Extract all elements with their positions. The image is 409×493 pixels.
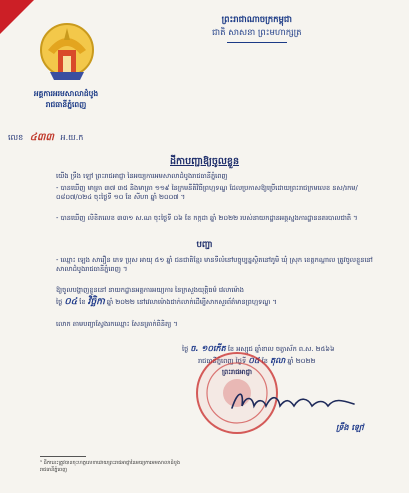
header (212, 14, 302, 43)
summon-date-rest: ឆ្នាំ ២០២២ នៅវេលាម៉ោងជាក់លាក់ដើម្បីសាកសួរព័ត៌មានព្រហ្មទណ្ឌ ។ (106, 298, 277, 306)
handwritten-signature (228, 386, 358, 416)
motto-divider (227, 42, 287, 43)
date-month: តុលា (270, 356, 286, 365)
intro-paragraph: យើង ទ្រឹង ឡៅ ព្រះរាជអាជ្ញា នៃអយ្យការអមសាលាដំបូងរាជធានីភ្នំពេញ (56, 172, 228, 180)
lunar-date-line (182, 344, 402, 354)
order-paragraph: - ឈ្មោះ ឡេង សារឿន ភេទ ប្រុស អាយុ ៥១ ឆ្នាំ ជនជាតិខ្មែរ មានទីលំនៅបច្ចុប្បន្នស្ថិតនៅភូមិ ឃុំ ស្រុក ខេត្តកណ្ដាល ត្រូវចូលខ្លួននៅសាលាដំបូងរាជធានីភ្នំពេញ ។ (56, 256, 373, 274)
date-day: ០៥ (248, 356, 260, 365)
org-line-2: រាជធានីភ្នំពេញ (45, 100, 87, 109)
footnote-divider (40, 456, 86, 457)
document-title: ដីកាបញ្ជាឱ្យចូលខ្លួន (170, 156, 239, 167)
organization-name (6, 88, 126, 110)
summon-day: ០៤ (64, 297, 78, 307)
footnote: ¹ ដីកានេះត្រូវបានចុះហត្ថលេខាដោយព្រះរាជអាជ្ញានៃអយ្យការអមសាលាដំបូងរាជធានីភ្នំពេញ (40, 460, 181, 473)
summon-month-label: ខែ (79, 298, 86, 306)
kingdom-title: ព្រះរាជាណាចក្រកម្ពុជា (221, 15, 292, 25)
lunar-date: ច. ១០កើត (190, 344, 226, 353)
basis-paragraph-2: - បានឃើញ លិខិតលេខ ៣៣១ ស.ណ ចុះថ្ងៃទី ០៦ ខែ កក្កដា ឆ្នាំ ២០២២ របស់នាយកដ្ឋានអគ្គស្នងការដ្ឋាននគរបាលជាតិ ។ (56, 214, 358, 222)
lunar-rest: ខែ អស្សុជ ឆ្នាំខាល ចត្វាស័ក ព.ស. ២៥៦៦ (227, 345, 335, 353)
summon-date-prefix: ថ្ងៃ (56, 298, 63, 306)
summon-month: វិច្ឆិកា (87, 297, 105, 307)
ref-number: ៤៣៣ (29, 132, 54, 143)
closing-paragraph: លោក តាមបញ្ជាស្វែងរកឈ្មោះ សែនគ្រាក់ពិនិត្យ ។ (56, 320, 178, 328)
summon-paragraph: ឱ្យចូលបង្ហាញខ្លួននៅ នាយកដ្ឋានអគ្គការអយ្យការ នៃក្រសួងយុត្តិធម៌ វេលាម៉ោង (56, 286, 244, 294)
summon-date-line (56, 298, 376, 307)
national-motto: ជាតិ សាសនា ព្រះមហាក្សត្រ (212, 28, 302, 38)
signer-name: ទ្រឹង ឡៅ (336, 423, 364, 432)
reference-number (8, 130, 83, 145)
emblem-icon (36, 20, 98, 88)
corner-ribbon (0, 0, 34, 34)
ref-suffix: អ.យ.ក (60, 133, 84, 142)
signer-role: ព្រះរាជអាជ្ញា (222, 368, 252, 376)
basis-paragraph-1: - បានឃើញ មាត្រា ៣៧ ៣៥ និងមាត្រា ១១៩ នៃក្រមនីតិវិធីព្រហ្មទណ្ឌ ដែលប្រកាសឱ្យប្រើដោយព្រះរាជក្រមលេខ នស/រកម/០៨០៧/០២៤ ចុះថ្ងៃទី ១០ ខែ សីហា ឆ្នាំ ២០០៧ ។ (56, 184, 358, 202)
place-label: រាជធានីភ្នំពេញ ថ្ងៃទី (198, 357, 247, 365)
order-heading: បញ្ជា (196, 240, 213, 250)
lunar-prefix: ថ្ងៃ (182, 345, 189, 353)
org-line-1: អគ្គការអរមសាលាដំបូង (33, 89, 99, 98)
date-month-label: ខែ (261, 357, 268, 365)
date-year: ឆ្នាំ ២០២២ (287, 357, 316, 365)
ref-label: លេខ (8, 133, 24, 142)
